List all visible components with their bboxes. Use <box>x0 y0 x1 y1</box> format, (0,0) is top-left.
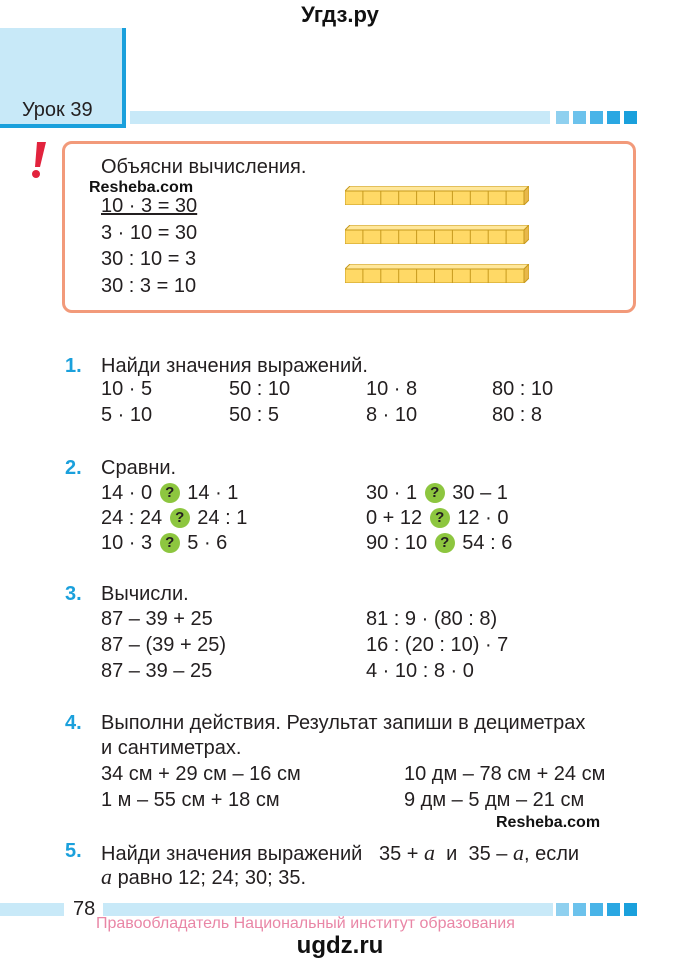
resheba-watermark-bottom: Resheba.com <box>496 814 601 831</box>
task-4-text-cont: и сантиметрах. <box>101 737 242 759</box>
copyright-line: Правообладатель Национальный институт образования <box>96 915 515 932</box>
equation-2: 3 · 10 = 30 <box>101 222 198 244</box>
task-4-expr: 9 дм – 5 дм – 21 см <box>404 789 585 811</box>
task-3-expr: 87 – (39 + 25) <box>101 634 227 656</box>
equation-1: 10 · 3 = 30 <box>101 195 198 217</box>
task-1-expr: 10 · 8 <box>366 378 418 400</box>
question-icon[interactable]: ? <box>170 508 190 528</box>
question-icon[interactable]: ? <box>160 483 180 503</box>
task-3-expr: 87 – 39 + 25 <box>101 608 213 630</box>
task-3-expr: 4 · 10 : 8 · 0 <box>366 660 474 682</box>
equation-4: 30 : 3 = 10 <box>101 275 197 297</box>
equation-3: 30 : 10 = 3 <box>101 248 197 270</box>
task-3-expr: 87 – 39 – 25 <box>101 660 213 682</box>
task-2-text: Сравни. <box>101 457 177 479</box>
header-band <box>130 111 550 124</box>
task-3-number: 3. <box>65 583 82 605</box>
question-icon[interactable]: ? <box>430 508 450 528</box>
task-3-expr: 81 : 9 · (80 : 8) <box>366 608 498 630</box>
task-1-expr: 8 · 10 <box>366 404 418 426</box>
comparison-row: 30 · 1 ? 30 – 1 <box>366 482 508 504</box>
comparison-row: 14 · 0 ? 14 · 1 <box>101 482 239 504</box>
task-4-number: 4. <box>65 712 82 734</box>
task-1-expr: 50 : 10 <box>229 378 291 400</box>
task-3-expr: 16 : (20 : 10) · 7 <box>366 634 509 656</box>
watermark-bottom: ugdz.ru <box>296 932 384 959</box>
comparison-row: 24 : 24 ? 24 : 1 <box>101 507 248 529</box>
cube-rod <box>345 225 529 244</box>
cube-rod <box>345 186 529 205</box>
task-4-text: Выполни действия. Результат запиши в дециметрах <box>101 712 586 734</box>
watermark-top: Угдз.ру <box>301 2 379 27</box>
task-4-expr: 1 м – 55 см + 18 см <box>101 789 280 811</box>
lesson-title: Урок 39 <box>22 99 93 121</box>
resheba-watermark-top: Resheba.com <box>89 179 194 196</box>
task-5-number: 5. <box>65 840 82 862</box>
question-icon[interactable]: ? <box>435 533 455 553</box>
task-1-text: Найди значения выражений. <box>101 355 368 377</box>
question-icon[interactable]: ? <box>160 533 180 553</box>
header-squares <box>556 111 640 124</box>
task-1-expr: 50 : 5 <box>229 404 280 426</box>
task-1-expr: 80 : 8 <box>492 404 543 426</box>
comparison-row: 90 : 10 ? 54 : 6 <box>366 532 513 554</box>
task-1-number: 1. <box>65 355 82 377</box>
task-2-number: 2. <box>65 457 82 479</box>
task-3-text: Вычисли. <box>101 583 189 605</box>
task-4-expr: 10 дм – 78 см + 24 см <box>404 763 606 785</box>
task-4-expr: 34 см + 29 см – 16 см <box>101 763 301 785</box>
comparison-row: 0 + 12 ? 12 · 0 <box>366 507 509 529</box>
task-1-expr: 5 · 10 <box>101 404 153 426</box>
cube-rod <box>345 264 529 283</box>
task-5-text: Найди значения выражений 35 + a и 35 – a, если <box>101 840 580 865</box>
task-5-text-cont: a равно 12; 24; 30; 35. <box>101 864 307 889</box>
exclamation-icon <box>30 140 48 180</box>
task-1-expr: 10 · 5 <box>101 378 153 400</box>
task-1-expr: 80 : 10 <box>492 378 554 400</box>
footer-squares <box>556 903 640 916</box>
comparison-row: 10 · 3 ? 5 · 6 <box>101 532 228 554</box>
question-icon[interactable]: ? <box>425 483 445 503</box>
explanation-title: Объясни вычисления. <box>101 156 307 178</box>
page-number: 78 <box>73 898 96 920</box>
footer-band-left <box>0 903 64 916</box>
